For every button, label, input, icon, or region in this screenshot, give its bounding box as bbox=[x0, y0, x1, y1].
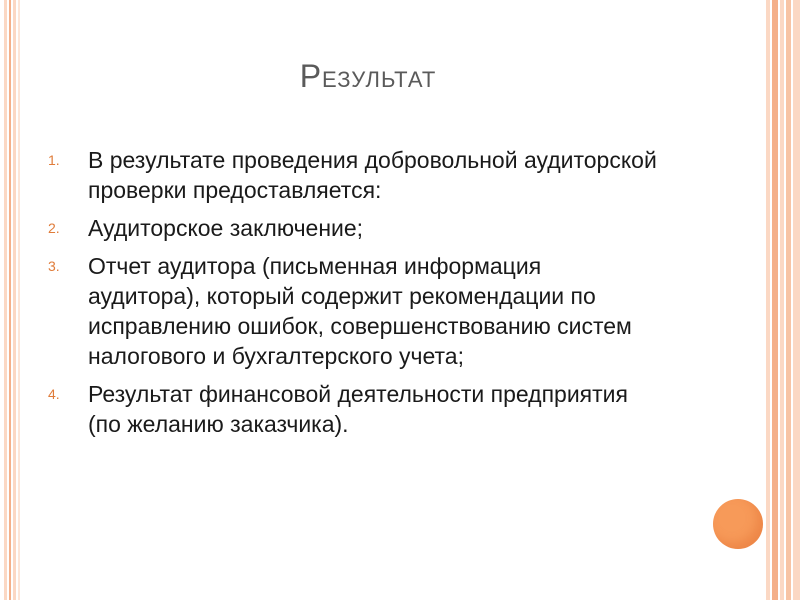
list-item-number: 1. bbox=[48, 152, 60, 168]
right-decorative-stripes bbox=[766, 0, 800, 600]
list-item bbox=[48, 251, 658, 371]
list-item bbox=[48, 145, 658, 205]
slide-title: Результат bbox=[299, 58, 437, 94]
list-item-number: 4. bbox=[48, 386, 60, 402]
numbered-list bbox=[48, 145, 658, 447]
list-item bbox=[48, 379, 658, 439]
list-item-text: В результате проведения добровольной аудиторской проверки предоставляется: bbox=[88, 147, 657, 203]
list-item-number: 2. bbox=[48, 220, 60, 236]
list-item-number: 3. bbox=[48, 258, 60, 274]
list-item-text: Отчет аудитора (письменная информация аудитора), который содержит рекомендации по исправлению ошибок, совершенствованию систем налогового и бухгалтерского учета; bbox=[88, 253, 632, 369]
list-item-text: Аудиторское заключение; bbox=[88, 215, 364, 241]
list-item-text: Результат финансовой деятельности предприятия (по желанию заказчика). bbox=[88, 381, 628, 437]
orange-circle-icon bbox=[713, 499, 763, 549]
list-item bbox=[48, 213, 658, 243]
